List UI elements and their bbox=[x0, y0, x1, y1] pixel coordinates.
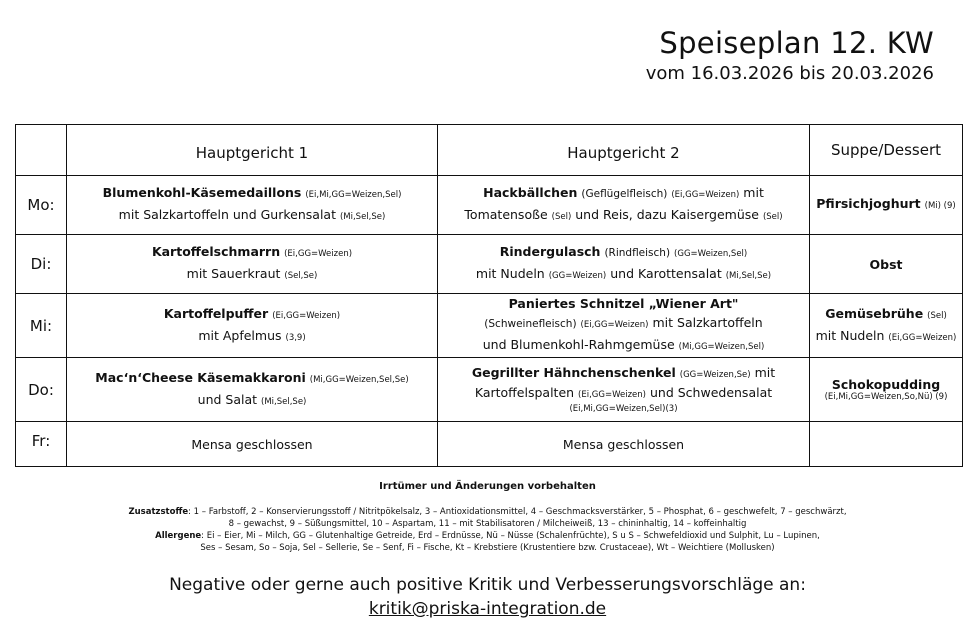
allergens-label: Allergene bbox=[155, 531, 202, 541]
header-day bbox=[16, 125, 67, 176]
day-label: Mi: bbox=[16, 294, 67, 358]
side-dish: und Karottensalat bbox=[610, 266, 722, 281]
day-label: Mo: bbox=[16, 176, 67, 235]
table-row bbox=[16, 176, 963, 235]
allergens: (Mi) (9) bbox=[924, 201, 956, 211]
meat-type: (Geflügelfleisch) bbox=[581, 188, 668, 200]
side-dish: mit Salzkartoffeln bbox=[652, 315, 763, 330]
table-header-row bbox=[16, 125, 963, 176]
allergens: (Ei,GG=Weizen) bbox=[671, 190, 740, 200]
header-soup-dessert: Suppe/Dessert bbox=[810, 125, 963, 176]
side-dish: mit Sauerkraut bbox=[186, 266, 281, 281]
allergens: (Ei,GG=Weizen) bbox=[272, 310, 341, 321]
main2-cell bbox=[438, 358, 810, 422]
side-dish: und Salat bbox=[197, 391, 258, 407]
main1-cell bbox=[67, 235, 438, 294]
table-row bbox=[16, 358, 963, 422]
table-row bbox=[16, 422, 963, 467]
allergens: (Ei,GG=Weizen) bbox=[580, 320, 649, 330]
meal-name: Gegrillter Hähnchenschenkel bbox=[471, 365, 676, 380]
page-header bbox=[646, 26, 934, 86]
side-dish: mit Nudeln bbox=[475, 266, 545, 281]
meal-name: Schokopudding bbox=[831, 376, 941, 392]
soup-dessert-cell bbox=[810, 422, 963, 467]
allergens: (Sel) bbox=[927, 310, 947, 321]
main1-cell bbox=[67, 358, 438, 422]
allergens: (Mi,GG=Weizen,Sel) bbox=[678, 342, 765, 352]
meal-name: Mac‘n‘Cheese Käsemakkaroni bbox=[95, 369, 306, 385]
main2-cell: Mensa geschlossen bbox=[438, 422, 810, 467]
feedback bbox=[0, 573, 975, 621]
meal-name: Gemüsebrühe bbox=[825, 305, 924, 321]
meat-type: (Schweinefleisch) bbox=[484, 318, 577, 330]
day-label: Di: bbox=[16, 235, 67, 294]
allergens: (Ei,GG=Weizen) bbox=[578, 390, 646, 400]
soup-dessert-cell bbox=[810, 358, 963, 422]
meat-type: (Rindfleisch) bbox=[604, 247, 671, 259]
legend bbox=[0, 506, 975, 554]
day-label: Fr: bbox=[16, 422, 67, 467]
meal-name: Kartoffelpuffer bbox=[163, 305, 269, 321]
allergens: (Mi,Sel,Se) bbox=[725, 271, 772, 281]
meal-name: Blumenkohl-Käsemedaillons bbox=[102, 185, 302, 200]
meal-name: Obst bbox=[869, 256, 903, 272]
allergens: (Sel) bbox=[551, 212, 572, 222]
meal-name: Hackbällchen bbox=[483, 185, 578, 200]
additives-label: Zusatzstoffe bbox=[128, 507, 189, 517]
additives-line-1: Zusatzstoffe: 1 – Farbstoff, 2 – Konservierungsstoff / Nitritpökelsalz, 3 – Antioxidationsmittel, 4 – Geschmacksverstärker, 5 – Phosphat, 6 – geschwefelt, 7 – geschwärzt, bbox=[128, 507, 847, 517]
date-range: vom 16.03.2026 bis 20.03.2026 bbox=[645, 63, 934, 84]
allergens: (Ei,Mi,GG=Weizen,Sel)(3) bbox=[569, 404, 678, 414]
side-dish: Kartoffelspalten bbox=[474, 385, 575, 400]
side-dish: mit Apfelmus bbox=[198, 327, 282, 343]
feedback-email-link[interactable]: kritik@priska-integration.de bbox=[368, 599, 607, 619]
soup-dessert-cell bbox=[810, 176, 963, 235]
side-dish: und Schwedensalat bbox=[649, 385, 773, 400]
connector: mit bbox=[743, 185, 764, 200]
side-dish: Tomatensoße bbox=[464, 207, 548, 222]
main1-cell bbox=[67, 176, 438, 235]
main1-cell bbox=[67, 294, 438, 358]
main1-cell: Mensa geschlossen bbox=[67, 422, 438, 467]
main2-cell bbox=[438, 176, 810, 235]
meal-name: Pfirsichjoghurt bbox=[816, 196, 921, 211]
meal-name: Paniertes Schnitzel „Wiener Art" bbox=[508, 296, 739, 311]
allergens: (Sel,Se) bbox=[284, 271, 318, 281]
allergens: (GG=Weizen) bbox=[548, 271, 607, 281]
additives-line-2: 8 – gewachst, 9 – Süßungsmittel, 10 – Aspartam, 11 – mit Stabilisatoren / Milcheiweiß, 13 – chininhaltig, 14 – koffeinhaltig bbox=[228, 519, 747, 529]
allergens: (Ei,GG=Weizen) bbox=[284, 249, 353, 259]
header-main2: Hauptgericht 2 bbox=[438, 125, 810, 176]
main2-cell bbox=[438, 235, 810, 294]
side-dish: mit Salzkartoffeln und Gurkensalat bbox=[118, 207, 336, 222]
meal-name: Kartoffelschmarrn bbox=[151, 244, 281, 259]
allergens: (Ei,GG=Weizen) bbox=[888, 332, 957, 343]
allergens-line-1: Allergene: Ei – Eier, Mi – Milch, GG – Glutenhaltige Getreide, Erd – Erdnüsse, Nü – Nüsse (Schalenfrüchte), S u S – Schwefeldioxid und Sulphit, Lu – Lupinen, bbox=[155, 531, 820, 541]
allergens: (Sel) bbox=[762, 212, 783, 222]
soup-dessert-cell bbox=[810, 294, 963, 358]
main2-cell bbox=[438, 294, 810, 358]
disclaimer: Irrtümer und Änderungen vorbehalten bbox=[379, 481, 596, 492]
allergens: (Ei,Mi,GG=Weizen,Sel) bbox=[305, 190, 402, 200]
allergens: (Mi,GG=Weizen,Sel,Se) bbox=[309, 374, 409, 385]
allergens-line-2: Ses – Sesam, So – Soja, Sel – Sellerie, Se – Senf, Fi – Fische, Kt – Krebstiere (Krustentiere bzw. Crustaceae), Wt – Weichtiere (Mollusken) bbox=[200, 543, 775, 553]
day-label: Do: bbox=[16, 358, 67, 422]
feedback-text: Negative oder gerne auch positive Kritik und Verbesserungsvorschläge an: bbox=[169, 575, 806, 595]
side-dish: und Reis, dazu Kaisergemüse bbox=[575, 207, 759, 222]
connector: mit bbox=[754, 365, 776, 380]
header-main1: Hauptgericht 1 bbox=[67, 125, 438, 176]
page-title: Speiseplan 12. KW bbox=[659, 26, 934, 60]
side-dish: und Blumenkohl-Rahmgemüse bbox=[482, 337, 675, 352]
allergens: (GG=Weizen,Se) bbox=[679, 370, 751, 380]
meal-name: Rindergulasch bbox=[499, 244, 601, 259]
allergens: (Mi,Sel,Se) bbox=[261, 396, 307, 407]
table-row bbox=[16, 294, 963, 358]
allergens: (Ei,Mi,GG=Weizen,So,Nü) (9) bbox=[824, 391, 948, 402]
menu-table bbox=[15, 124, 963, 467]
table-row bbox=[16, 235, 963, 294]
allergens: (Mi,Sel,Se) bbox=[339, 212, 386, 222]
allergens: (3,9) bbox=[285, 332, 306, 343]
soup-dessert-cell bbox=[810, 235, 963, 294]
side-dish: mit Nudeln bbox=[815, 327, 885, 343]
allergens: (GG=Weizen,Sel) bbox=[674, 249, 748, 259]
